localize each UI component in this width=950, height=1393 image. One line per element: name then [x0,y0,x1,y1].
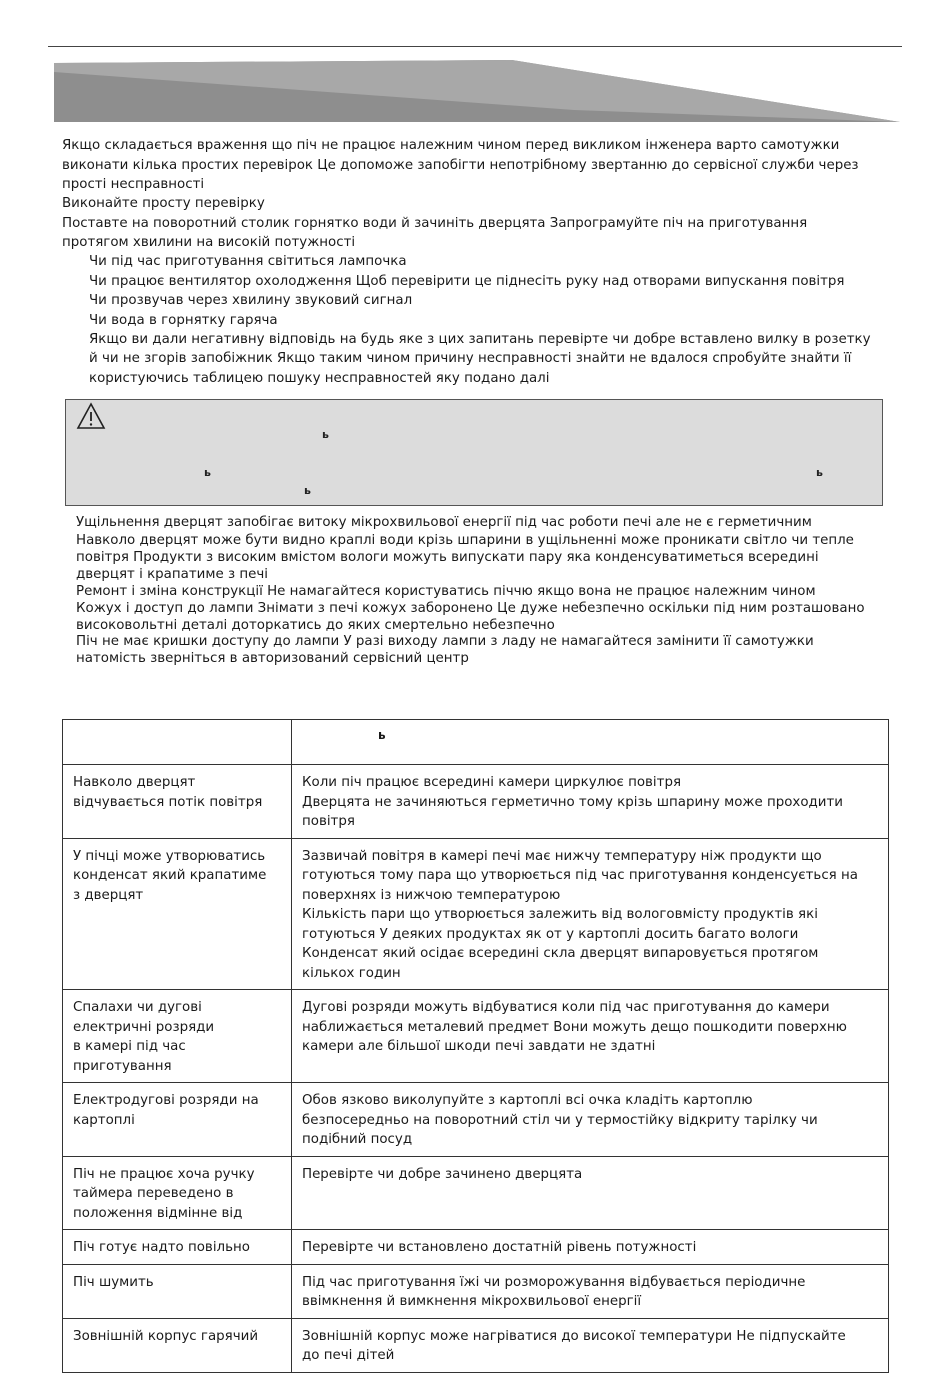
check-item: Чи прозвучав через хвилину звуковий сигнал [89,293,413,308]
solution-cell [292,1083,889,1157]
problem-cell [63,990,292,1083]
intro-line: виконати кілька простих перевірок Це допоможе запобігти непотрібному звертанню до сервісної служби через [62,158,859,173]
problem-cell [63,1156,292,1230]
solution-line: ввімкнення й вимкнення мікрохвильової енергії [302,1294,642,1309]
table-row [63,1264,889,1318]
solution-line: подібний посуд [302,1132,413,1147]
solution-cell [292,1264,889,1318]
solution-line: готуються У деяких продуктах як от у картоплі досить багато вологи [302,926,799,942]
check-item: Якщо ви дали негативну відповідь на будь яке з цих запитань перевірте чи добре вставлено вилку в розетку [89,332,871,347]
note-line: високовольтні деталі доторкатись до яких смертельно небезпечно [76,618,555,633]
problem-line: в камері під час [73,1039,186,1054]
note-line: Ущільнення дверцят запобігає витоку мікрохвильової енергії під час роботи печі але не є герметичним [76,515,812,530]
intro-line: Якщо складається враження що піч не працює належним чином перед викликом інженера варто самотужки [62,138,840,153]
note-line: дверцят і крапатиме з печі [76,567,268,582]
problem-line: Зовнішній корпус гарячий [73,1328,259,1344]
problem-line: приготування [73,1058,172,1074]
header-glyph: ь [378,728,386,742]
table-header-row [63,720,889,765]
note-line: Кожух і доступ до лампи Знімати з печі кожух заборонено Це дуже небезпечно оскільки під ним розташовано [76,601,865,616]
problem-line: таймера переведено в [73,1186,234,1201]
intro-line: прості несправності [62,177,205,192]
header-cell-problem [63,720,292,765]
solution-line: Обов язково виколупуйте з картоплі всі очка кладіть картоплю [302,1093,753,1108]
table-row [63,1156,889,1230]
problem-line: Навколо дверцят [73,775,196,790]
solution-line: кількох годин [302,965,401,981]
intro-line: Виконайте просту перевірку [62,196,265,211]
solution-line: Кількість пари що утворюється залежить від вологовмісту продуктів які [302,907,818,922]
solution-line: готуються тому пара що утворюється під час приготування конденсується на [302,868,858,883]
intro-line: протягом хвилини на високій потужності [62,235,356,250]
problem-line: Піч шумить [73,1274,154,1290]
note-line: повітря Продукти з високим вмістом вологи можуть випускати пару яка конденсуватиметься всередині [76,550,819,565]
check-item: користуючись таблицею пошуку несправностей яку подано далі [89,371,550,386]
table-row [63,1083,889,1157]
problem-cell [63,1083,292,1157]
problem-line: Спалахи чи дугові [73,1000,202,1015]
problem-cell [63,765,292,839]
table-row [63,1230,889,1265]
table-row [63,1318,889,1372]
solution-line: Коли піч працює всередині камери циркулює повітря [302,775,682,790]
intro-line: Поставте на поворотний столик горнятко води й зачиніть дверцята Запрограмуйте піч на приготування [62,216,808,231]
solution-line: поверхнях із нижчою температурою [302,887,561,903]
problem-line: відчувається потік повітря [73,794,263,810]
solution-line: Перевірте чи добре зачинено дверцята [302,1166,583,1182]
solution-line: наближається металевий предмет Вони можуть дещо пошкодити поверхню [302,1019,847,1035]
check-item: й чи не згорів запобіжник Якщо таким чином причину несправності знайти не вдалося спробуйте знайти її [89,351,852,366]
problem-line: У пічці може утворюватись [73,848,266,864]
check-item: Чи під час приготування світиться лампочка [89,254,407,269]
problem-line: Піч не працює хоча ручку [73,1166,255,1182]
problem-line: електричні розряди [73,1019,215,1035]
problem-cell [63,1264,292,1318]
top-rule [48,46,902,47]
solution-line: повітря [302,814,355,829]
warning-triangle-icon [76,402,106,430]
warning-glyph: ь [322,428,329,441]
check-item: Чи працює вентилятор охолодження Щоб перевірити це піднесіть руку над отворами випускання повітря [89,274,845,289]
problem-line: Піч готує надто повільно [73,1240,250,1255]
problem-cell [63,1230,292,1265]
solution-cell [292,1156,889,1230]
solution-cell [292,990,889,1083]
note-line: Піч не має кришки доступу до лампи У разі виходу лампи з ладу не намагайтеся замінити її самотужки [76,634,814,649]
warning-glyph: ь [204,466,211,479]
table-row [63,838,889,990]
solution-cell [292,1318,889,1372]
table-row [63,765,889,839]
solution-line: безпосередньо на поворотний стіл чи у термостійку відкриту тарілку чи [302,1112,818,1128]
solution-line: до печі дітей [302,1348,395,1363]
solution-line: Конденсат який осідає всередині скла дверцят випаровується протягом [302,946,819,961]
solution-line: Дверцята не зачиняються герметично тому крізь шпарину може проходити [302,794,843,810]
header-cell-solution [292,720,889,765]
note-line: натомість зверніться в авторизований сервісний центр [76,651,469,666]
solution-line: Під час приготування їжі чи розморожування відбувається періодичне [302,1274,806,1290]
solution-cell [292,838,889,990]
solution-line: Перевірте чи встановлено достатній рівень потужності [302,1240,697,1255]
table-row [63,990,889,1083]
solution-line: Дугові розряди можуть відбуватися коли під час приготування до камери [302,1000,830,1015]
problem-cell [63,1318,292,1372]
check-item: Чи вода в горнятку гаряча [89,313,278,328]
header-banner [54,60,900,122]
problem-line: картоплі [73,1112,135,1128]
warning-glyph: ь [304,484,311,497]
solution-line: Зазвичай повітря в камері печі має нижчу температуру ніж продукти що [302,848,822,864]
warning-box [65,399,883,506]
solution-line: камери але більшої шкоди печі завдати не здатні [302,1039,656,1054]
problem-line: положення відмінне від [73,1205,243,1221]
problem-line: Електродугові розряди на [73,1093,259,1108]
problem-line: з дверцят [73,887,144,903]
solution-cell [292,765,889,839]
note-line: Навколо дверцят може бути видно краплі води крізь шпарини в ущільненні може проникати світло чи тепле [76,533,854,548]
solution-line: Зовнішній корпус може нагріватися до високої температури Не підпускайте [302,1328,846,1344]
problem-cell [63,838,292,990]
warning-glyph: ь [816,466,823,479]
solution-cell [292,1230,889,1265]
troubleshooting-table [62,719,889,1373]
problem-line: конденсат який крапатиме [73,868,267,883]
note-line: Ремонт і зміна конструкції Не намагайтеся користуватись піччю якщо вона не працює належним чином [76,584,816,599]
